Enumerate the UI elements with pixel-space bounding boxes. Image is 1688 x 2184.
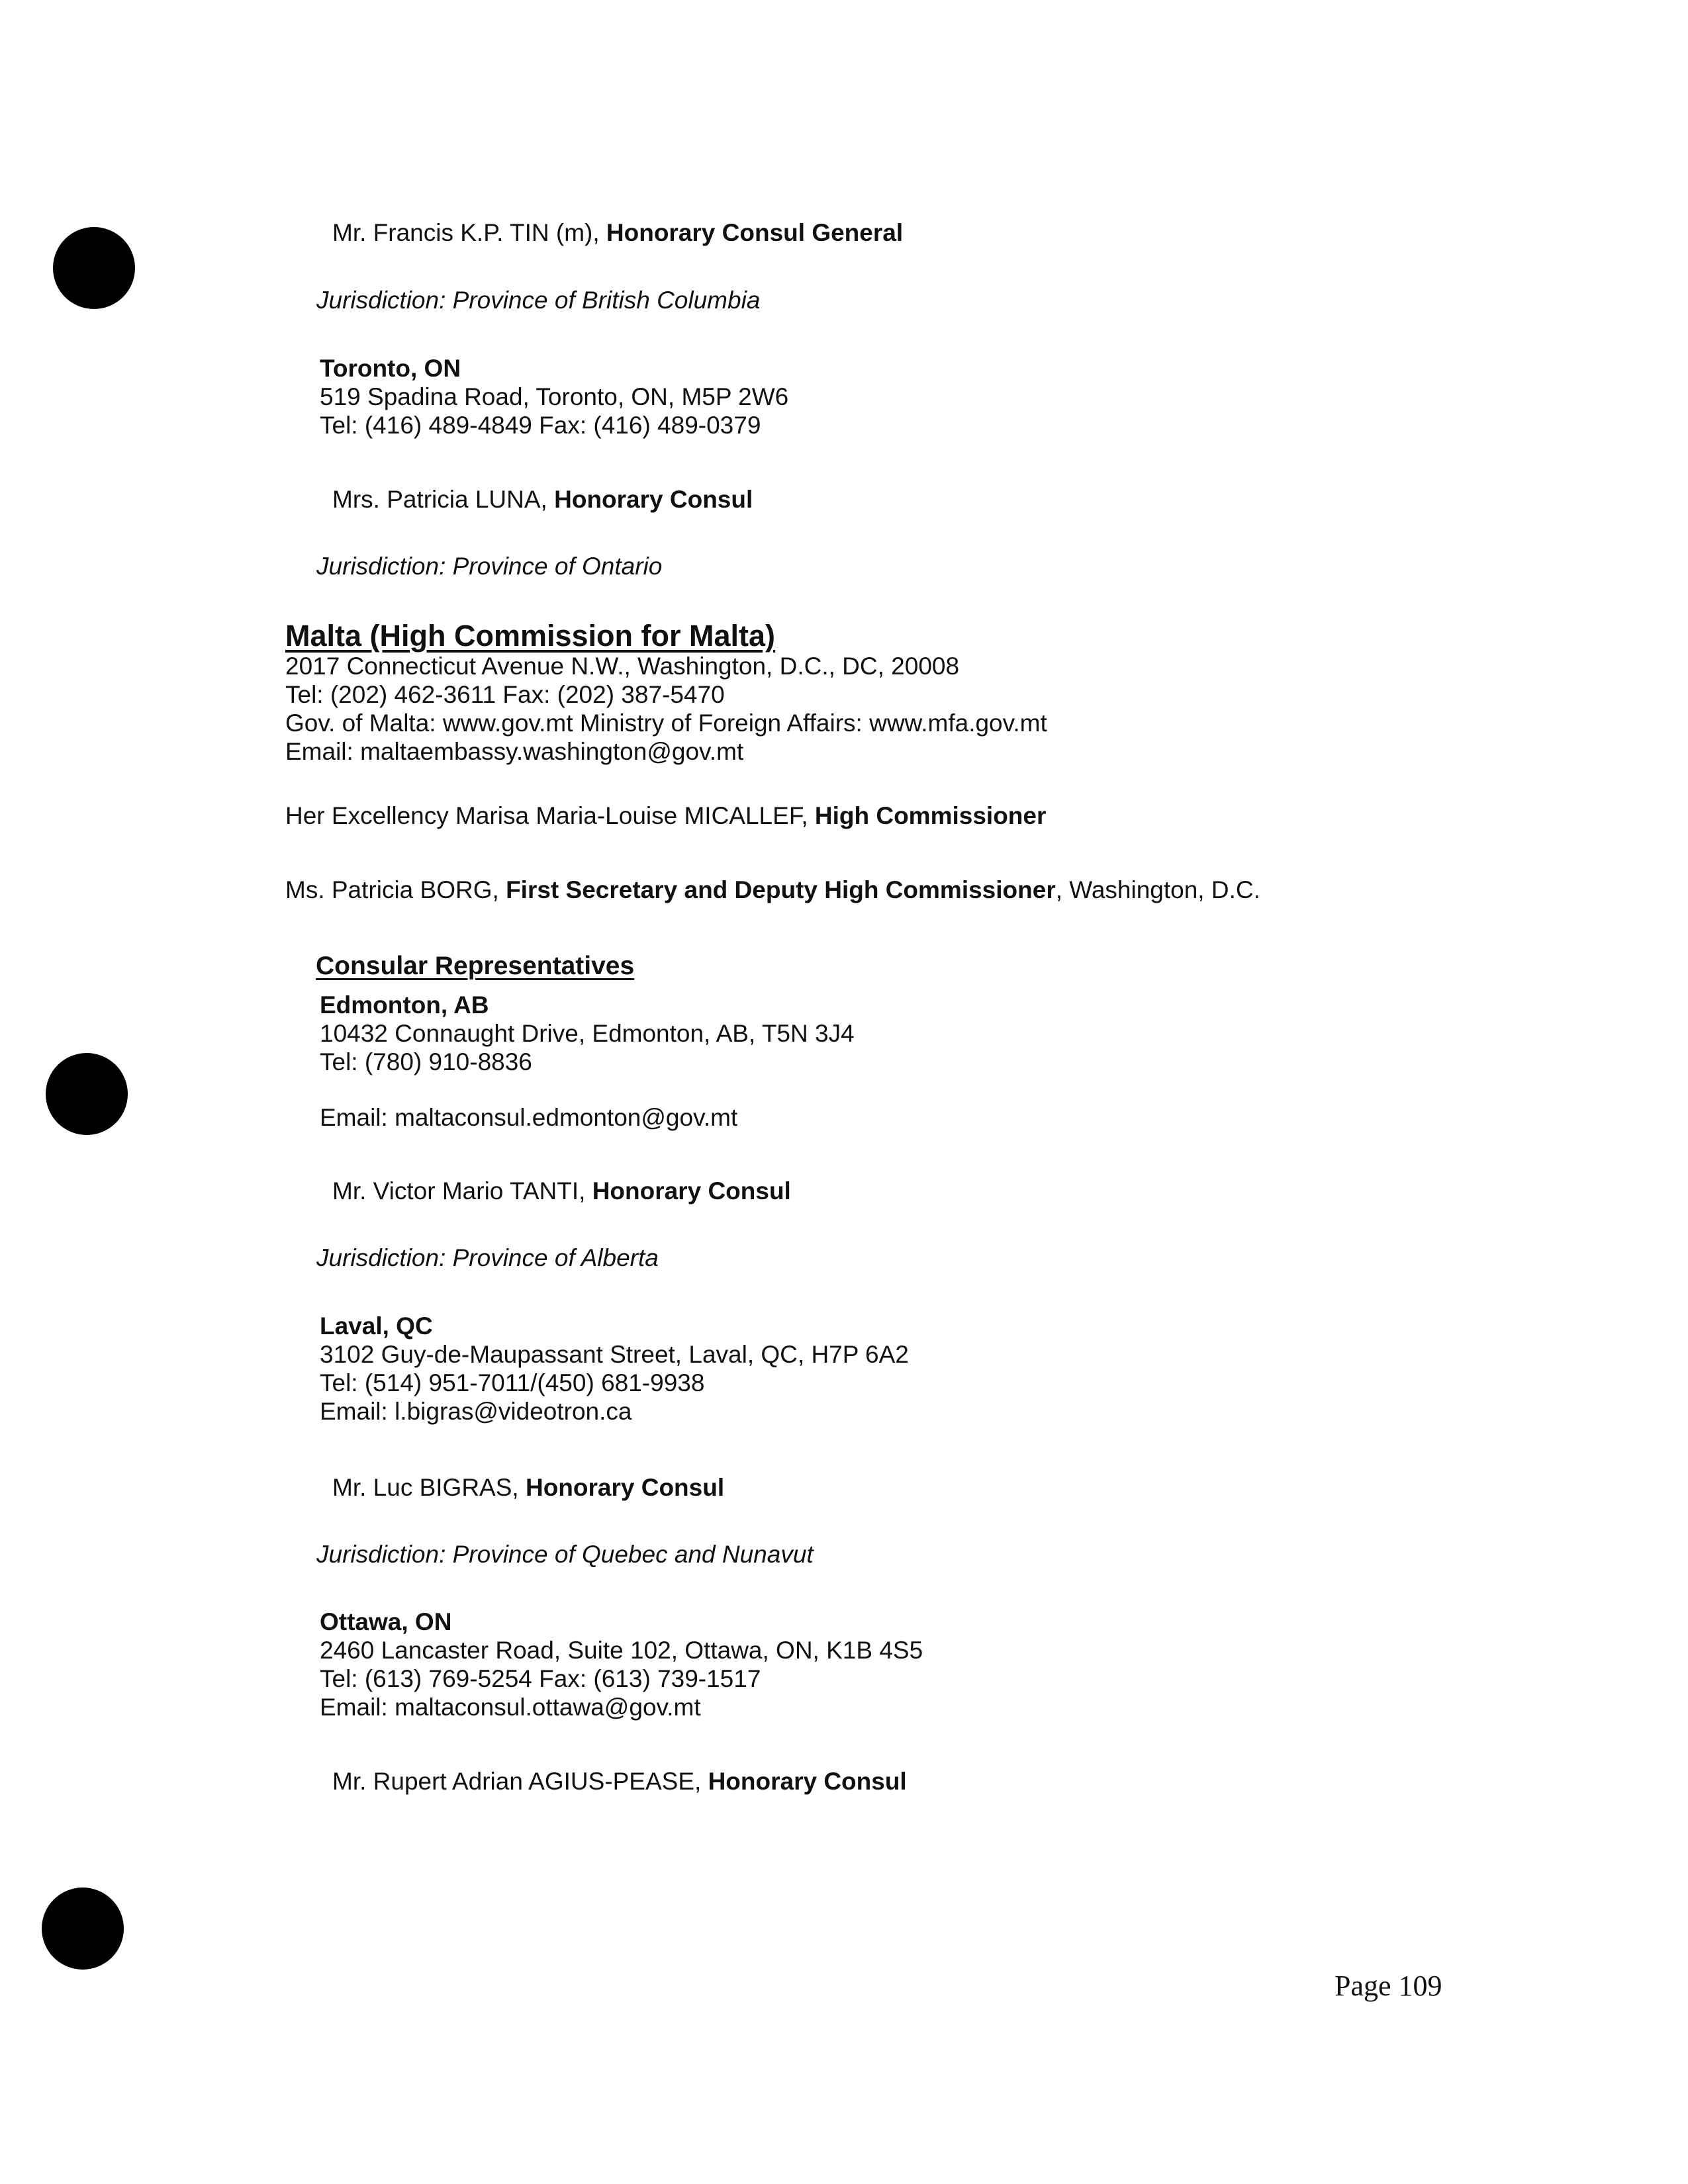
person-title: Honorary Consul General [606, 219, 904, 246]
person-name: Mrs. Patricia LUNA, [332, 486, 555, 513]
address-ottawa: 2460 Lancaster Road, Suite 102, Ottawa, ON, K1B 4S5 [320, 1637, 923, 1664]
section-heading-consular: Consular Representatives [316, 952, 635, 980]
phone-laval: Tel: (514) 951-7011/(450) 681-9938 [320, 1369, 705, 1396]
jurisdiction-ontario: Jurisdiction: Province of Ontario [316, 553, 663, 580]
city-toronto: Toronto, ON [320, 355, 461, 382]
person-name: Ms. Patricia BORG, [285, 876, 506, 903]
email-edmonton: Email: maltaconsul.edmonton@gov.mt [320, 1104, 738, 1131]
address-toronto: 519 Spadina Road, Toronto, ON, M5P 2W6 [320, 383, 789, 410]
deputy-commissioner-line [285, 876, 1260, 905]
consul-luna-line [332, 485, 753, 514]
websites-malta: Gov. of Malta: www.gov.mt Ministry of Foreign Affairs: www.mfa.gov.mt [285, 709, 1047, 737]
person-name: Mr. Luc BIGRAS, [332, 1474, 526, 1501]
email-ottawa: Email: maltaconsul.ottawa@gov.mt [320, 1694, 701, 1721]
consul-bigras-line [332, 1473, 724, 1502]
phone-toronto: Tel: (416) 489-4849 Fax: (416) 489-0379 [320, 412, 761, 439]
person-location: , Washington, D.C. [1055, 876, 1260, 903]
person-title: High Commissioner [814, 802, 1047, 829]
address-laval: 3102 Guy-de-Maupassant Street, Laval, QC, H7P 6A2 [320, 1341, 909, 1368]
jurisdiction-alberta: Jurisdiction: Province of Alberta [316, 1244, 659, 1271]
jurisdiction-quebec: Jurisdiction: Province of Quebec and Nunavut [316, 1541, 814, 1568]
page-number: Page 109 [1335, 1970, 1442, 2002]
person-title: Honorary Consul [554, 486, 753, 513]
phone-edmonton: Tel: (780) 910-8836 [320, 1048, 532, 1075]
punch-hole-bottom [42, 1888, 124, 1970]
person-name: Mr. Francis K.P. TIN (m), [332, 219, 606, 246]
high-commissioner-line [285, 801, 1046, 831]
email-malta: Email: maltaembassy.washington@gov.mt [285, 738, 744, 765]
punch-hole-top [53, 227, 135, 309]
consul-tanti-line [332, 1177, 791, 1206]
person-title: Honorary Consul [592, 1177, 791, 1205]
city-ottawa: Ottawa, ON [320, 1608, 452, 1635]
email-laval: Email: l.bigras@videotron.ca [320, 1398, 632, 1425]
person-title: Honorary Consul [708, 1768, 907, 1795]
person-name: Mr. Rupert Adrian AGIUS-PEASE, [332, 1768, 708, 1795]
punch-hole-middle [46, 1053, 128, 1135]
section-heading-malta: Malta (High Commission for Malta) [285, 619, 776, 653]
address-edmonton: 10432 Connaught Drive, Edmonton, AB, T5N 3J4 [320, 1020, 855, 1047]
city-edmonton: Edmonton, AB [320, 991, 489, 1019]
city-laval: Laval, QC [320, 1312, 433, 1340]
jurisdiction-bc: Jurisdiction: Province of British Columbia [316, 287, 761, 314]
person-name: Her Excellency Marisa Maria-Louise MICALLEF, [285, 802, 815, 829]
phone-ottawa: Tel: (613) 769-5254 Fax: (613) 739-1517 [320, 1665, 761, 1692]
consul-agius-pease-line [332, 1767, 907, 1796]
phone-malta: Tel: (202) 462-3611 Fax: (202) 387-5470 [285, 681, 725, 708]
person-title: Honorary Consul [525, 1474, 725, 1501]
address-malta: 2017 Connecticut Avenue N.W., Washington, D.C., DC, 20008 [285, 653, 960, 680]
person-name: Mr. Victor Mario TANTI, [332, 1177, 592, 1205]
consul-tin-line [332, 218, 903, 248]
person-title: First Secretary and Deputy High Commissioner [506, 876, 1056, 903]
